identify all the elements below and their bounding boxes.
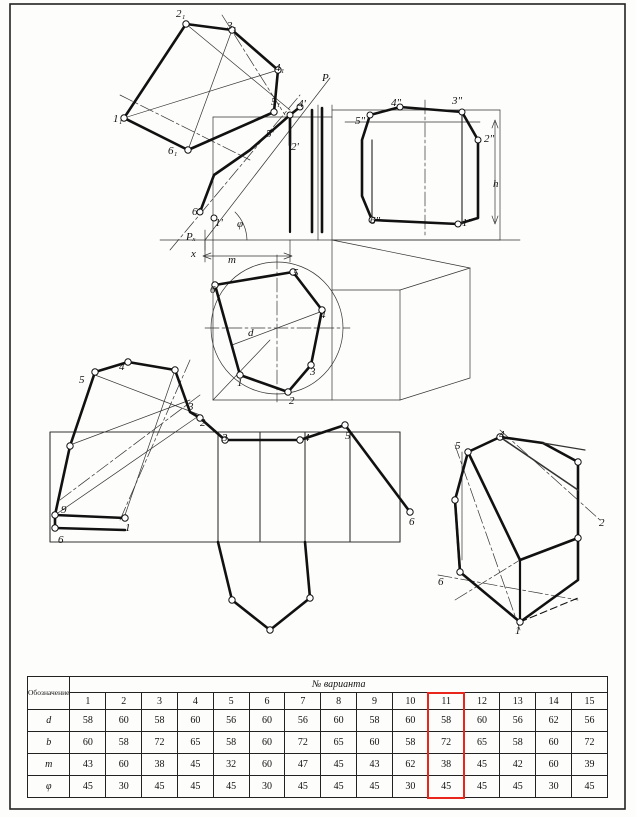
parameter-value-cell: 39 [572, 754, 608, 776]
point-label: 1 [125, 522, 131, 534]
point-label: 4 [320, 309, 326, 321]
parameter-value-cell: 60 [536, 754, 572, 776]
table-corner-label: Обозначение [28, 677, 70, 710]
variant-number-cell: 3 [142, 693, 178, 710]
parameter-value-cell: 58 [500, 732, 536, 754]
table-row [28, 754, 608, 776]
variant-number-cell: 8 [321, 693, 357, 710]
parameter-value-cell: 60 [321, 710, 357, 732]
point-label: 3 [222, 432, 228, 444]
parameter-value-cell: 65 [321, 732, 357, 754]
parameter-value-cell: 38 [428, 754, 464, 776]
variant-number-cell: 14 [536, 693, 572, 710]
variant-number-cell: 5 [213, 693, 249, 710]
variant-table-wrapper [27, 676, 608, 798]
parameter-value-cell: 60 [70, 732, 106, 754]
variant-number-cell: 9 [357, 693, 393, 710]
parameter-value-cell: 30 [106, 776, 142, 798]
parameter-name-cell: b [28, 732, 70, 754]
point-label: 1₁ [113, 113, 123, 125]
point-label: 3 [188, 401, 194, 413]
point-label: 4 [499, 429, 505, 441]
parameter-value-cell: 58 [70, 710, 106, 732]
variant-number-cell: 2 [106, 693, 142, 710]
point-label: 4 [119, 361, 125, 373]
parameter-value-cell: 32 [213, 754, 249, 776]
parameter-value-cell: 45 [464, 754, 500, 776]
parameter-value-cell: 45 [177, 776, 213, 798]
table-row [28, 710, 608, 732]
parameter-value-cell: 30 [392, 776, 428, 798]
point-label: 5 [293, 267, 299, 279]
parameter-value-cell: 72 [142, 732, 178, 754]
point-label: 6" [370, 215, 381, 227]
variant-number-cell: 6 [249, 693, 285, 710]
point-label: d [248, 327, 254, 339]
point-label: 1' [215, 217, 223, 229]
parameter-value-cell: 45 [142, 776, 178, 798]
point-label: 2 [200, 417, 206, 429]
parameter-value-cell: 56 [213, 710, 249, 732]
parameter-value-cell: 45 [464, 776, 500, 798]
parameter-name-cell: m [28, 754, 70, 776]
variant-header-row [28, 693, 608, 710]
parameter-value-cell: 45 [500, 776, 536, 798]
point-label: Pₓ [186, 231, 196, 243]
table-row [28, 732, 608, 754]
variant-number-cell: 1 [70, 693, 106, 710]
parameter-value-cell: 60 [106, 754, 142, 776]
point-label: 5 [455, 440, 461, 452]
point-label: 6 [58, 534, 64, 546]
parameter-value-cell: 45 [357, 776, 393, 798]
point-label: 3₁ [227, 20, 237, 32]
point-label: 4 [304, 432, 310, 444]
variant-number-cell: 15 [572, 693, 608, 710]
parameter-value-cell: 58 [142, 710, 178, 732]
variant-table [27, 676, 608, 798]
point-label: 6 [409, 516, 415, 528]
point-label: φ [237, 218, 244, 230]
point-label: 5₁ [271, 96, 281, 108]
parameter-value-cell: 72 [285, 732, 321, 754]
parameter-value-cell: 47 [285, 754, 321, 776]
parameter-value-cell: 45 [285, 776, 321, 798]
parameter-value-cell: 42 [500, 754, 536, 776]
parameter-value-cell: 58 [357, 710, 393, 732]
parameter-value-cell: 45 [177, 754, 213, 776]
parameter-value-cell: 45 [321, 776, 357, 798]
point-label: 6 [438, 576, 444, 588]
point-label: 9 [61, 504, 67, 516]
parameter-value-cell: 72 [572, 732, 608, 754]
parameter-value-cell: 58 [106, 732, 142, 754]
point-label: 6' [192, 206, 200, 218]
parameter-name-cell: d [28, 710, 70, 732]
parameter-value-cell: 72 [428, 732, 464, 754]
parameter-name-cell: φ [28, 776, 70, 798]
point-label: 2₁ [176, 8, 186, 20]
point-label: 2' [291, 141, 299, 153]
profile-view-solid [362, 107, 478, 224]
point-label: 3 [310, 366, 316, 378]
parameter-value-cell: 30 [536, 776, 572, 798]
point-label: 6₁ [168, 145, 178, 157]
variant-number-cell: 4 [177, 693, 213, 710]
parameter-value-cell: 60 [106, 710, 142, 732]
point-label: 4" [391, 97, 402, 109]
parameter-value-cell: 58 [213, 732, 249, 754]
variant-number-cell: 7 [285, 693, 321, 710]
point-label: 5" [355, 115, 366, 127]
point-label: P [322, 72, 329, 84]
top-view-hexagon [215, 272, 322, 392]
parameter-value-cell: 60 [249, 754, 285, 776]
parameter-value-cell: 56 [572, 710, 608, 732]
point-label: 4' [298, 98, 306, 110]
variant-number-cell: 11 [428, 693, 464, 710]
point-label: 1" [462, 217, 473, 229]
point-label: 4₁ [275, 62, 285, 74]
point-label: 1 [237, 377, 243, 389]
point-label: 2" [484, 133, 495, 145]
table-span-header: № варианта [70, 677, 608, 693]
parameter-value-cell: 38 [142, 754, 178, 776]
variant-number-cell: 13 [500, 693, 536, 710]
point-label: 3" [452, 95, 463, 107]
parameter-value-cell: 30 [249, 776, 285, 798]
parameter-value-cell: 60 [464, 710, 500, 732]
parameter-value-cell: 60 [249, 732, 285, 754]
point-label: 1 [515, 625, 521, 637]
parameter-value-cell: 65 [464, 732, 500, 754]
parameter-value-cell: 45 [572, 776, 608, 798]
table-row [28, 776, 608, 798]
parameter-value-cell: 45 [70, 776, 106, 798]
parameter-value-cell: 43 [357, 754, 393, 776]
parameter-value-cell: 45 [321, 754, 357, 776]
parameter-value-cell: 56 [500, 710, 536, 732]
parameter-value-cell: 58 [392, 732, 428, 754]
point-label: 2 [599, 517, 605, 529]
point-label: x [191, 248, 196, 260]
parameter-value-cell: 56 [285, 710, 321, 732]
point-label: 2 [289, 395, 295, 407]
point-label: 5 [345, 430, 351, 442]
point-label: 5' [266, 128, 274, 140]
point-label: 5 [79, 374, 85, 386]
parameter-value-cell: 60 [357, 732, 393, 754]
parameter-value-cell: 60 [392, 710, 428, 732]
parameter-value-cell: 43 [70, 754, 106, 776]
variant-number-cell: 12 [464, 693, 500, 710]
parameter-value-cell: 62 [392, 754, 428, 776]
parameter-value-cell: 45 [213, 776, 249, 798]
point-label: m [228, 254, 236, 266]
variant-number-cell: 10 [392, 693, 428, 710]
point-label: h [493, 178, 499, 190]
parameter-value-cell: 65 [177, 732, 213, 754]
parameter-value-cell: 60 [536, 732, 572, 754]
parameter-value-cell: 62 [536, 710, 572, 732]
parameter-value-cell: 58 [428, 710, 464, 732]
parameter-value-cell: 60 [249, 710, 285, 732]
point-label: 6 [210, 284, 216, 296]
parameter-value-cell: 60 [177, 710, 213, 732]
parameter-value-cell: 45 [428, 776, 464, 798]
variant-table-body [28, 710, 608, 798]
